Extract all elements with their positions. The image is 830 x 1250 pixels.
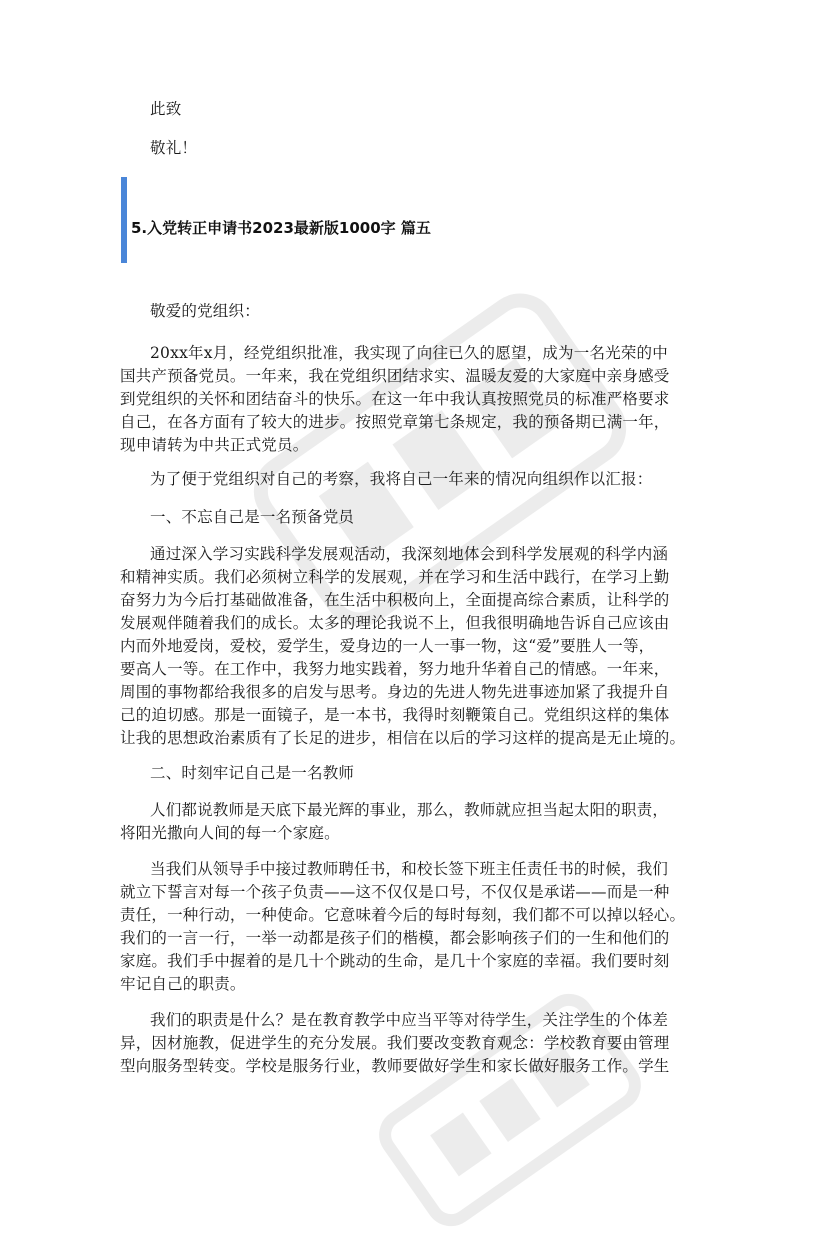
paragraph-line: 异，因材施教，促进学生的充分发展。我们要改变教育观念：学校教育要由管理 <box>120 1034 670 1052</box>
paragraph-line: 己的迫切感。那是一面镜子，是一本书，我得时刻鞭策自己。党组织这样的集体 <box>120 706 670 724</box>
paragraph-line: 现申请转为中共正式党员。 <box>120 436 309 454</box>
paragraph-line: 将阳光撒向人间的每一个家庭。 <box>120 824 340 842</box>
subheading-1: 一、不忘自己是一名预备党员 <box>150 508 355 526</box>
section-heading: 5.入党转正申请书2023最新版1000字 篇五 <box>131 219 431 237</box>
closing-salutation: 此致 <box>150 100 182 118</box>
paragraph-line: 通过深入学习实践科学发展观活动，我深刻地体会到科学发展观的科学内涵 <box>150 545 669 563</box>
paragraph-line: 要高人一等。在工作中，我努力地实践着，努力地升华着自己的情感。一年来， <box>120 660 670 678</box>
paragraph-line: 家庭。我们手中握着的是几十个跳动的生命，是几十个家庭的幸福。我们要时刻 <box>120 952 670 970</box>
closing-regards: 敬礼！ <box>150 139 198 157</box>
subheading-2: 二、时刻牢记自己是一名教师 <box>150 764 355 782</box>
paragraph-line: 人们都说教师是天底下最光辉的事业，那么，教师就应担当起太阳的职责， <box>150 801 669 819</box>
heading-accent-bar <box>121 177 127 263</box>
paragraph-line: 内而外地爱岗，爱校，爱学生，爱身边的一人一事一物，这“爱”要胜人一等， <box>120 637 655 655</box>
paragraph-line: 我们的一言一行，一举一动都是孩子们的楷模，都会影响孩子们的一生和他们的 <box>120 929 670 947</box>
paragraph-line: 自己，在各方面有了较大的进步。按照党章第七条规定，我的预备期已满一年， <box>120 413 670 431</box>
paragraph-line: 到党组织的关怀和团结奋斗的快乐。在这一年中我认真按照党员的标准严格要求 <box>120 390 670 408</box>
paragraph-2: 为了便于党组织对自己的考察，我将自己一年来的情况向组织作以汇报： <box>150 470 653 488</box>
letter-greeting: 敬爱的党组织： <box>150 302 260 320</box>
paragraph-line: 就立下誓言对每一个孩子负责——这不仅仅是口号，不仅仅是承诺——而是一种 <box>120 883 670 901</box>
paragraph-line: 周围的事物都给我很多的启发与思考。身边的先进人物先进事迹加紧了我提升自 <box>120 683 670 701</box>
paragraph-line: 让我的思想政治素质有了长足的进步，相信在以后的学习这样的提高是无止境的。 <box>120 729 686 747</box>
paragraph-line: 发展观伴随着我们的成长。太多的理论我说不上，但我很明确地告诉自己应该由 <box>120 614 670 632</box>
paragraph-line: 牢记自己的职责。 <box>120 975 246 993</box>
paragraph-line: 责任，一种行动，一种使命。它意味着今后的每时每刻，我们都不可以掉以轻心。 <box>120 906 686 924</box>
paragraph-line: 和精神实质。我们必须树立科学的发展观，并在学习和生活中践行，在学习上勤 <box>120 568 670 586</box>
paragraph-line: 20xx年x月，经党组织批准，我实现了向往已久的愿望，成为一名光荣的中 <box>150 344 668 362</box>
paragraph-line: 我们的职责是什么？是在教育教学中应当平等对待学生，关注学生的个体差 <box>150 1011 669 1029</box>
paragraph-line: 奋努力为今后打基础做准备，在生活中积极向上，全面提高综合素质，让科学的 <box>120 591 670 609</box>
paragraph-line: 当我们从领导手中接过教师聘任书，和校长签下班主任责任书的时候，我们 <box>150 860 669 878</box>
paragraph-line: 国共产预备党员。一年来，我在党组织团结求实、温暖友爱的大家庭中亲身感受 <box>120 367 670 385</box>
paragraph-line: 型向服务型转变。学校是服务行业，教师要做好学生和家长做好服务工作。学生 <box>120 1057 670 1075</box>
